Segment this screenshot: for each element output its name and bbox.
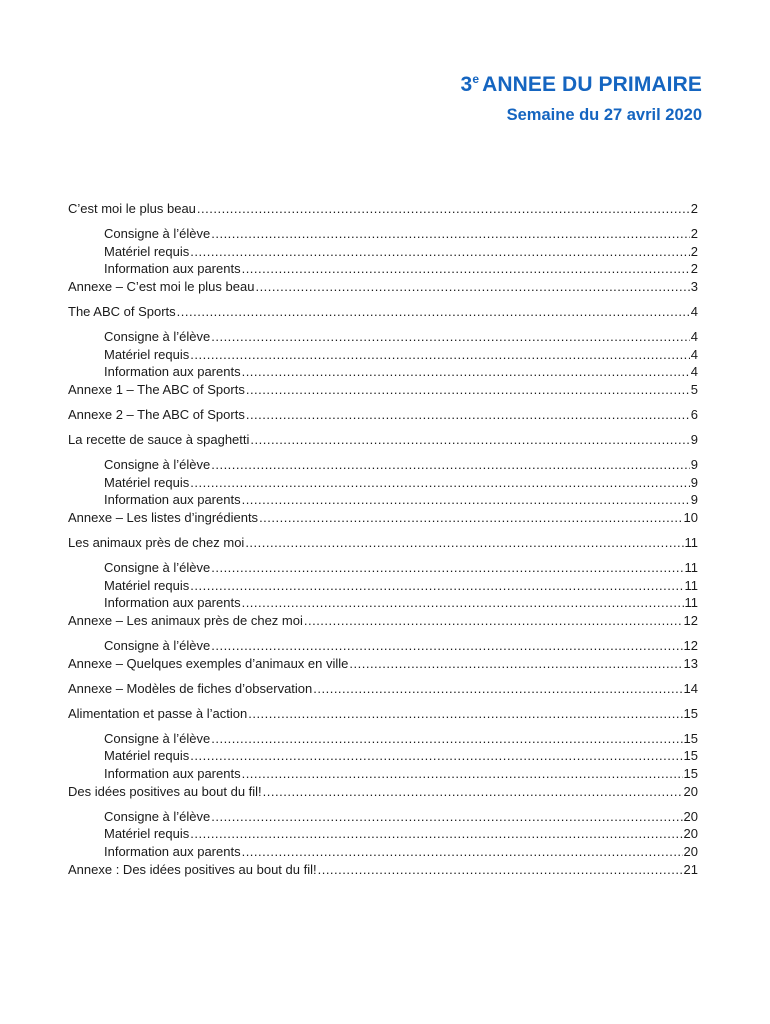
toc-entry-label: C’est moi le plus beau bbox=[68, 201, 196, 216]
title-text: ANNEE DU PRIMAIRE bbox=[482, 73, 702, 96]
document-header bbox=[461, 66, 702, 126]
toc-dot-leader bbox=[190, 825, 682, 842]
toc-entry-label: Matériel requis bbox=[104, 346, 190, 362]
toc-dot-leader bbox=[177, 303, 690, 320]
toc-entry[interactable] bbox=[68, 278, 698, 296]
toc-entry-label: Consigne à l’élève bbox=[104, 730, 211, 746]
toc-entry-label: Annexe : Des idées positives au bout du fil! bbox=[68, 861, 317, 877]
toc-page-number: 12 bbox=[683, 612, 698, 628]
toc-page-number: 9 bbox=[690, 492, 698, 508]
toc-entry-label: Matériel requis bbox=[104, 826, 190, 842]
toc-entry-label: Information aux parents bbox=[104, 843, 241, 859]
toc-entry[interactable] bbox=[68, 637, 698, 655]
toc-dot-leader bbox=[304, 612, 683, 629]
toc-page-number: 11 bbox=[684, 560, 698, 576]
toc-entry[interactable] bbox=[68, 680, 698, 698]
toc-dot-leader bbox=[190, 346, 690, 363]
toc-page-number: 20 bbox=[683, 808, 698, 824]
toc-dot-leader bbox=[349, 655, 682, 672]
toc-entry[interactable] bbox=[68, 346, 698, 364]
toc-page-number: 13 bbox=[683, 655, 698, 671]
toc-page-number: 15 bbox=[683, 730, 698, 746]
toc-entry-label: Annexe – Modèles de fiches d’observation bbox=[68, 680, 313, 696]
toc-entry-label: Information aux parents bbox=[104, 595, 241, 611]
document-subtitle: Semaine du 27 avril 2020 bbox=[506, 106, 702, 124]
toc-entry-label: Annexe – Les animaux près de chez moi bbox=[68, 612, 303, 628]
toc-page-number: 5 bbox=[690, 381, 698, 397]
toc-entry-label: Information aux parents bbox=[104, 261, 241, 277]
toc-entry[interactable] bbox=[68, 260, 698, 278]
toc-entry[interactable] bbox=[68, 705, 698, 723]
toc-dot-leader bbox=[211, 637, 682, 654]
toc-dot-leader bbox=[197, 200, 690, 217]
toc-dot-leader bbox=[318, 861, 683, 878]
toc-entry-label: Information aux parents bbox=[104, 766, 241, 782]
toc-page-number: 4 bbox=[690, 303, 698, 319]
toc-dot-leader bbox=[211, 328, 690, 345]
toc-entry[interactable] bbox=[68, 406, 698, 424]
toc-entry[interactable] bbox=[68, 509, 698, 527]
toc-entry[interactable] bbox=[68, 765, 698, 783]
toc-entry[interactable] bbox=[68, 825, 698, 843]
toc-entry-label: Consigne à l’élève bbox=[104, 637, 211, 653]
toc-entry-label: The ABC of Sports bbox=[68, 303, 176, 319]
toc-entry-label: Information aux parents bbox=[104, 492, 241, 508]
document-title bbox=[461, 66, 702, 98]
toc-entry-label: Les animaux près de chez moi bbox=[68, 535, 245, 550]
toc-page-number: 9 bbox=[690, 432, 698, 448]
toc-entry[interactable] bbox=[68, 225, 698, 243]
toc-page-number: 4 bbox=[690, 364, 698, 380]
toc-entry-label: Consigne à l’élève bbox=[104, 329, 211, 345]
toc-dot-leader bbox=[263, 783, 683, 800]
toc-entry[interactable] bbox=[68, 303, 698, 321]
grade-number: 3 bbox=[460, 73, 473, 96]
toc-dot-leader bbox=[250, 431, 689, 448]
toc-entry[interactable] bbox=[68, 491, 698, 509]
toc-page-number: 15 bbox=[683, 748, 698, 764]
toc-entry[interactable] bbox=[68, 474, 698, 492]
toc-entry[interactable] bbox=[68, 747, 698, 765]
toc-dot-leader bbox=[255, 278, 689, 295]
toc-entry-label: Consigne à l’élève bbox=[104, 808, 211, 824]
toc-page-number: 9 bbox=[690, 474, 698, 490]
toc-page-number: 11 bbox=[684, 535, 698, 550]
toc-dot-leader bbox=[211, 225, 690, 242]
toc-page-number: 15 bbox=[683, 766, 698, 782]
toc-page-number: 14 bbox=[683, 680, 698, 696]
toc-entry[interactable] bbox=[68, 381, 698, 399]
toc-entry-label: Annexe 2 – The ABC of Sports bbox=[68, 406, 245, 422]
toc-page-number: 2 bbox=[690, 243, 698, 259]
toc-entry-label: Information aux parents bbox=[104, 364, 241, 380]
toc-entry-label: Matériel requis bbox=[104, 748, 190, 764]
toc-dot-leader bbox=[242, 843, 683, 860]
toc-dot-leader bbox=[246, 381, 690, 398]
toc-dot-leader bbox=[242, 491, 690, 508]
toc-entry-label: Alimentation et passe à l’action bbox=[68, 705, 248, 721]
toc-dot-leader bbox=[190, 474, 690, 491]
ordinal-suffix: e bbox=[472, 72, 480, 86]
toc-page-number: 10 bbox=[683, 509, 698, 525]
toc-page-number: 20 bbox=[683, 826, 698, 842]
toc-dot-leader bbox=[211, 559, 683, 576]
toc-entry[interactable] bbox=[68, 456, 698, 474]
toc-entry-label: Annexe – Quelques exemples d’animaux en ville bbox=[68, 655, 349, 671]
toc-entry-label: Annexe 1 – The ABC of Sports bbox=[68, 381, 245, 397]
toc-dot-leader bbox=[190, 577, 683, 594]
toc-entry-label: Des idées positives au bout du fil! bbox=[68, 783, 262, 799]
toc-page-number: 15 bbox=[683, 705, 698, 721]
toc-entry[interactable] bbox=[68, 243, 698, 261]
toc-entry[interactable] bbox=[68, 328, 698, 346]
toc-page-number: 2 bbox=[690, 226, 698, 242]
toc-page-number: 2 bbox=[690, 201, 698, 216]
toc-page-number: 11 bbox=[684, 577, 698, 593]
toc-dot-leader bbox=[211, 808, 682, 825]
toc-entry-label: Annexe – Les listes d’ingrédients bbox=[68, 509, 259, 525]
toc-entry[interactable] bbox=[68, 730, 698, 748]
toc-page-number: 2 bbox=[690, 261, 698, 277]
toc-dot-leader bbox=[246, 406, 690, 423]
toc-dot-leader bbox=[242, 363, 690, 380]
toc-entry[interactable] bbox=[68, 431, 698, 449]
toc-entry[interactable] bbox=[68, 655, 698, 673]
toc-entry-label: Consigne à l’élève bbox=[104, 457, 211, 473]
toc-dot-leader bbox=[248, 705, 682, 722]
toc-dot-leader bbox=[190, 243, 690, 260]
toc-entry[interactable] bbox=[68, 783, 698, 801]
toc-entry[interactable] bbox=[68, 559, 698, 577]
toc-entry-label: Consigne à l’élève bbox=[104, 226, 211, 242]
toc-dot-leader bbox=[245, 534, 683, 551]
toc-entry-label: Matériel requis bbox=[104, 243, 190, 259]
toc-page-number: 3 bbox=[690, 278, 698, 294]
toc-dot-leader bbox=[259, 509, 682, 526]
toc-entry[interactable] bbox=[68, 577, 698, 595]
toc-entry[interactable] bbox=[68, 612, 698, 630]
toc-entry[interactable] bbox=[68, 843, 698, 861]
toc-entry-label: Annexe – C’est moi le plus beau bbox=[68, 278, 255, 294]
toc-page-number: 21 bbox=[683, 861, 698, 877]
toc-dot-leader bbox=[190, 747, 682, 764]
toc-dot-leader bbox=[242, 594, 684, 611]
toc-entry-label: Matériel requis bbox=[104, 474, 190, 490]
toc-entry[interactable] bbox=[68, 808, 698, 826]
toc-dot-leader bbox=[242, 765, 683, 782]
table-of-contents bbox=[68, 200, 698, 878]
toc-page-number: 4 bbox=[690, 346, 698, 362]
toc-page-number: 20 bbox=[683, 783, 698, 799]
toc-dot-leader bbox=[211, 730, 682, 747]
toc-page-number: 9 bbox=[690, 457, 698, 473]
toc-entry-label: La recette de sauce à spaghetti bbox=[68, 432, 250, 448]
toc-entry[interactable] bbox=[68, 534, 698, 552]
toc-entry-label: Matériel requis bbox=[104, 577, 190, 593]
toc-entry[interactable] bbox=[68, 200, 698, 218]
toc-page-number: 6 bbox=[690, 406, 698, 422]
toc-page-number: 11 bbox=[684, 595, 698, 611]
toc-page-number: 12 bbox=[683, 637, 698, 653]
toc-entry[interactable] bbox=[68, 594, 698, 612]
toc-entry[interactable] bbox=[68, 363, 698, 381]
toc-page-number: 4 bbox=[690, 329, 698, 345]
toc-page-number: 20 bbox=[683, 843, 698, 859]
toc-dot-leader bbox=[242, 260, 690, 277]
toc-dot-leader bbox=[211, 456, 690, 473]
toc-dot-leader bbox=[313, 680, 682, 697]
toc-entry-label: Consigne à l’élève bbox=[104, 560, 211, 576]
toc-entry[interactable] bbox=[68, 861, 698, 879]
